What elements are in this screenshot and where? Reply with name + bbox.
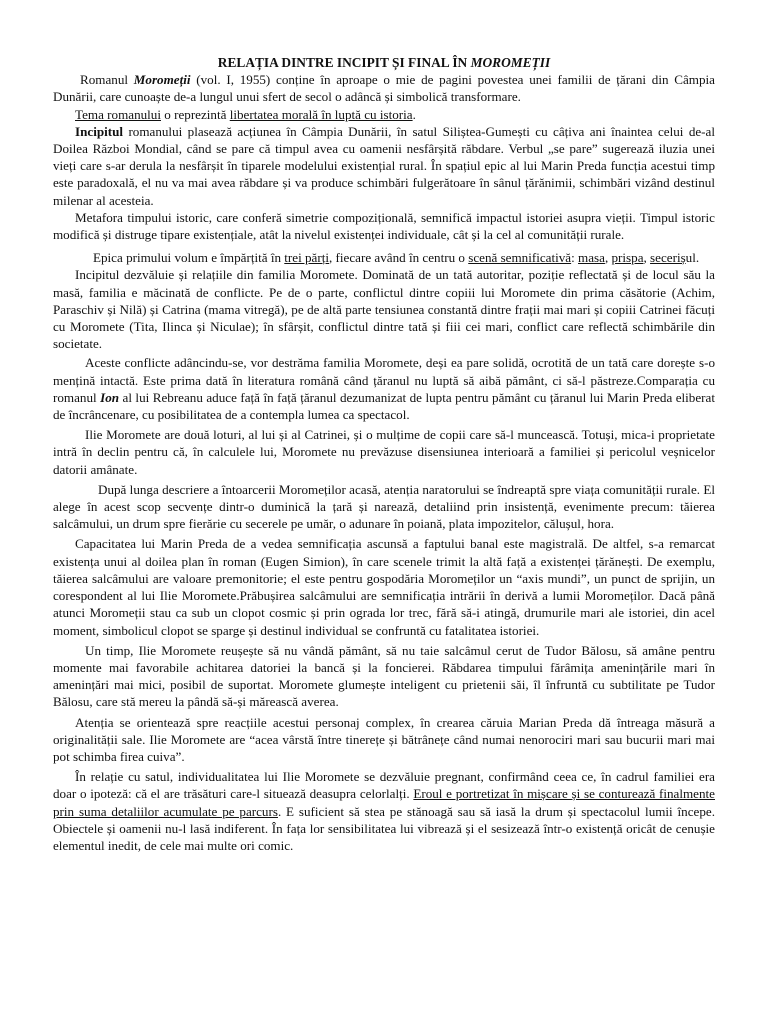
p7-ion-title: Ion — [100, 389, 120, 405]
p2-text-b: o reprezintă — [161, 106, 230, 122]
p1-text-c: (vol. I, 1955) conține în aproape o mie de pagini povestea unei familii de țărani din Câmpia Dunării, care cunoaște de-a lungul unui sfert de secol o adâncă și simbolică transformare. — [53, 72, 715, 105]
p8-text: Ilie Moromete are două loturi, al lui și al Catrinei, și o mulțime de copii care să-l muncească. Totuși, mica-i proprietate intră în declin pentru că, în calculele lui, Moromete nu prevăzuse disensiunea interioară a familiei și pericolul veșnicelor datorii amânate. — [53, 427, 715, 477]
p11-text: Un timp, Ilie Moromete reușește să nu vândă pământ, să nu taie salcâmul cerut de Tudor Bălosu, să amâne pentru momente mai favorabile achitarea datoriei la bancă și la foncierei. Răbdarea timpului fărâmița amenințările mari în amenințări mai mici, posibil de suportat. Moromete glumește inteligent cu prietenii săi, îl înfruntă cu subtilitate pe Tudor Bălosu, care stă mereu la pândă să-și mărească averea. — [53, 642, 715, 710]
p5-text-i: , — [643, 250, 651, 266]
p7-text-c: al lui Rebreanu aduce față în față țăranul dezumanizat de lupta pentru pământ cu țăranul lui Marin Preda eliberat de încrâncenare, cu posibilitatea de a contempla lumea ca spectacol. — [53, 389, 715, 423]
title-novel-name: MOROMEȚII — [470, 55, 551, 70]
p1-novel-name: Moromeții — [133, 72, 191, 88]
p12-text: Atenția se orientează spre reacțiile acestui personaj complex, în crearea căruia Marian Preda dă întreaga măsură a originalității sale. Ilie Moromete are “acea vârstă între tinerețe și bătrânețe când numai nenorociri mari sau bucurii mari mai pot schimba firea cuiva”. — [53, 714, 715, 764]
p10-text: Capacitatea lui Marin Preda de a vedea semnificația ascunsă a faptului banal este magistrală. De altfel, s-a remarcat existența unui al doilea plan în roman (Eugen Simion), în care scenele trimit la altă față a existenței țărănești. De exemplu, tăierea salcâmului are valoare premonitorie; el este pentru gospodăria Moromeților un “axis mundi”, un punct de sprijin, un corespondent al lui Ilie Moromete.Prăbușirea salcâmului are semnificația intrării în derivă a lumii Moromeților. Dacă până atunci Moromeții stau ca sub un clopot cosmic și prin ograda lor trec, fără să-i atingă, drumurile mari ale istoriei, din acel moment, simbolicul clopot se sparge și destinul individual se confruntă cu fatalitatea istoriei. — [53, 536, 715, 638]
p7-text-a: Aceste conflicte adâncindu-se, vor destrăma familia Moromete, deși ea pare solidă, ocrotită de un tată care dorește s-o mențină intactă. Este prima dată în literatura română când țăranul nu luptă să aibă pământ, ci să-l păstreze.Comparația cu romanul — [53, 355, 715, 405]
p9-text: După lunga descriere a întoarcerii Moromeților acasă, atenția naratorului se îndreaptă spre viața comunității rurale. El alege în acest scop secvențe dintr-o duminică la țară și narează, detaliind prin insistență, evenimente precum: tăierea salcâmului, un drum spre fierărie cu secerele pe umăr, o adunare în poiană, plata impozitelor, călușul, hora. — [53, 481, 715, 532]
p1-text-a: Romanul — [80, 72, 134, 88]
document-title — [53, 54, 715, 71]
p4-text: Metafora timpului istoric, care conferă simetrie compozițională, semnifică impactul istoriei asupra vieții. Timpul istoric modifică și distruge tipare existențiale, atât la nivelul existenței individuale, cât și la cel al comunității rurale. — [53, 209, 715, 243]
paragraph-1 — [53, 71, 715, 105]
p2-theme-label: Tema romanului — [75, 106, 161, 122]
paragraph-4 — [53, 209, 715, 243]
p5-text-k: ul. — [685, 250, 700, 266]
title-text: RELAȚIA DINTRE INCIPIT ȘI FINAL ÎN — [217, 55, 471, 70]
paragraph-3 — [53, 123, 715, 209]
paragraph-2 — [53, 106, 715, 123]
paragraph-11 — [53, 642, 715, 711]
p6-text: Incipitul dezvăluie și relațiile din familia Moromete. Dominată de un tată autoritar, poziție reflectată și de locul său la masă, familia e măcinată de conflicte. Pe de o parte, conflictul dintre copiii lui Moromete din prima căsătorie (Achim, Paraschiv și Nilă) și Catrina (mama vitregă), pe de altă parte tensiunea constantă dintre frații mai mari și copiii Catrinei făcuți cu Moromete (Tita, Ilinca și Niculae); în sfârșit, conflictul dintre tată și fiii cei mari, conflict care reflectă schimbările din societate. — [53, 267, 715, 352]
p5-three-parts: trei părți — [284, 250, 329, 266]
paragraph-6 — [53, 266, 715, 352]
p2-text-d: . — [412, 106, 416, 122]
p5-text-c: , fiecare având în centru o — [329, 250, 469, 266]
p13-text-a: În relație cu satul, individualitatea lui Ilie Moromete se dezvăluie pregnant, confirmând ceea ce, în cadrul familiei era doar o ipoteză: că el are trăsături care-l situează deasupra celorlalți. — [53, 769, 715, 802]
paragraph-9 — [53, 481, 715, 533]
p5-scene-prispa: prispa — [611, 250, 644, 266]
paragraph-8 — [53, 426, 715, 478]
p5-text-e: : — [571, 250, 579, 266]
p5-scene-seceris: seceriș — [650, 250, 686, 266]
p5-text-a: Epica primului volum e împărțită în — [93, 250, 285, 266]
p5-scene-masa: masa — [578, 250, 605, 266]
paragraph-13 — [53, 768, 715, 854]
p3-text: romanului plasează acțiunea în Câmpia Dunării, în satul Siliștea-Gumești cu câțiva ani înaintea celui de-al Doilea Război Mondial, când se pare că timpul avea cu oamenii nesfârșită răbdare. Verbul „se pare” sugerează iluzia unei vieți care s-ar derula la nesfârșit în tiparele modelului existențial rural. În spațiul epic al lui Marin Preda funcția acestui timp este paradoxală, el nu va mai avea răbdare și va produce schimbări fulgerătoare în sânul țărănimii, schimbări vizând destinul milenar al acesteia. — [53, 123, 715, 208]
p2-theme-value: libertatea morală în luptă cu istoria — [229, 106, 413, 122]
paragraph-10 — [53, 535, 715, 638]
p5-significant-scene: scenă semnificativă — [468, 250, 572, 266]
p5-text-g: , — [604, 250, 612, 266]
p13-underlined-portrait: Eroul e portretizat în mișcare și se conturează finalmente prin suma detaliilor acumulate pe parcurs — [53, 786, 715, 819]
p3-incipit-label: Incipitul — [75, 123, 124, 139]
p13-text-c: . E suficient să stea pe stănoagă sau să iasă la drum și spectacolul lumii începe. Obiectele și oamenii nu-l lasă indiferent. În fața lor sensibilitatea lui vibrează și el sesizează într-o existență oricât de cenușie elementul inedit, de cele mai multe ori comic. — [53, 803, 715, 853]
paragraph-12 — [53, 714, 715, 766]
paragraph-7 — [53, 354, 715, 423]
paragraph-5 — [53, 249, 715, 266]
document-page — [53, 54, 715, 854]
